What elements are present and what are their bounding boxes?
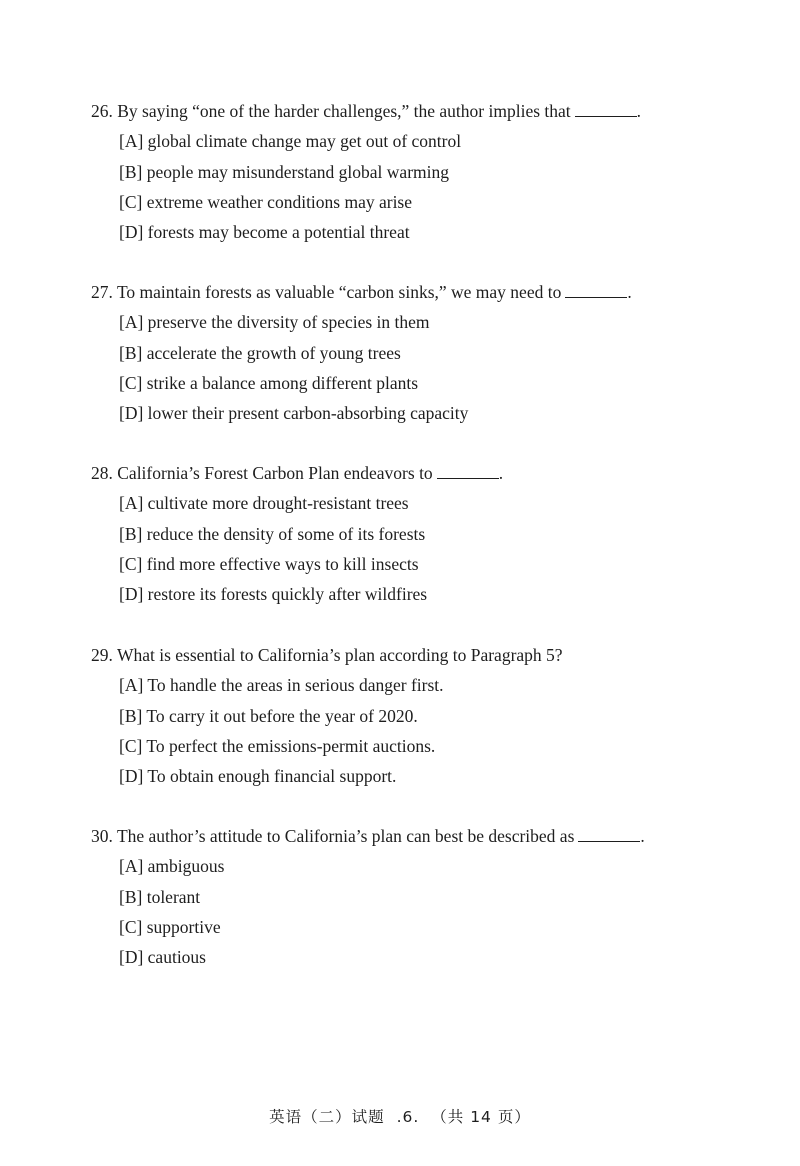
- option-list: [91, 310, 771, 425]
- option-a: [A] To handle the areas in serious danger first.: [119, 675, 444, 696]
- question-text: What is essential to California’s plan according to Paragraph 5?: [116, 645, 563, 665]
- question-stem: [91, 280, 771, 304]
- question-end-punct: .: [640, 826, 645, 846]
- page-footer: [0, 1106, 800, 1128]
- footer-page-number: .6.: [396, 1108, 420, 1126]
- question-27: [91, 280, 771, 425]
- option-b: [B] people may misunderstand global warming: [119, 161, 449, 182]
- answer-blank: [437, 463, 499, 479]
- question-stem: [91, 643, 771, 667]
- question-stem: [91, 461, 771, 485]
- option-b: [B] accelerate the growth of young trees: [119, 342, 401, 363]
- option-c: [C] extreme weather conditions may arise: [119, 191, 413, 212]
- option-a: [A] preserve the diversity of species in them: [119, 312, 430, 333]
- question-29: [91, 643, 771, 788]
- question-26: [91, 99, 771, 244]
- option-d: [D] cautious: [119, 947, 206, 968]
- question-text: By saying “one of the harder challenges,” the author implies that: [117, 101, 571, 121]
- option-b: [B] To carry it out before the year of 2020.: [119, 705, 418, 726]
- option-c: [C] To perfect the emissions-permit auctions.: [119, 735, 436, 756]
- option-a: [A] ambiguous: [119, 856, 225, 877]
- question-30: [91, 824, 771, 969]
- question-stem: [91, 824, 771, 848]
- option-d: [D] lower their present carbon-absorbing capacity: [119, 403, 469, 424]
- answer-blank: [575, 101, 637, 117]
- question-number: 29.: [91, 645, 113, 665]
- option-list: [91, 129, 771, 244]
- option-d: [D] forests may become a potential threat: [119, 222, 410, 243]
- option-a: [A] cultivate more drought-resistant trees: [119, 493, 409, 514]
- answer-blank: [578, 826, 640, 842]
- question-text: The author’s attitude to California’s plan can best be described as: [116, 826, 575, 846]
- option-list: [91, 491, 771, 606]
- option-list: [91, 673, 771, 788]
- footer-total-pages: （共 14 页）: [431, 1108, 531, 1126]
- option-c: [C] strike a balance among different plants: [119, 372, 419, 393]
- question-number: 30.: [91, 826, 113, 846]
- question-number: 26.: [91, 101, 113, 121]
- question-text: California’s Forest Carbon Plan endeavors to: [117, 463, 433, 483]
- question-end-punct: .: [627, 282, 632, 302]
- option-d: [D] To obtain enough financial support.: [119, 766, 397, 787]
- question-end-punct: .: [498, 463, 504, 483]
- answer-blank: [565, 282, 627, 298]
- question-stem: [91, 99, 771, 123]
- question-number: 27.: [91, 282, 113, 302]
- question-end-punct: .: [636, 101, 642, 121]
- option-b: [B] reduce the density of some of its forests: [119, 523, 426, 544]
- question-number: 28.: [91, 463, 113, 483]
- option-list: [91, 854, 771, 969]
- option-a: [A] global climate change may get out of control: [119, 131, 462, 152]
- question-28: [91, 461, 771, 606]
- footer-subject: 英语（二）试题: [269, 1108, 385, 1126]
- option-b: [B] tolerant: [119, 886, 201, 907]
- option-d: [D] restore its forests quickly after wildfires: [119, 584, 428, 605]
- option-c: [C] find more effective ways to kill insects: [119, 553, 419, 574]
- option-c: [C] supportive: [119, 916, 221, 937]
- question-text: To maintain forests as valuable “carbon sinks,” we may need to: [116, 282, 562, 302]
